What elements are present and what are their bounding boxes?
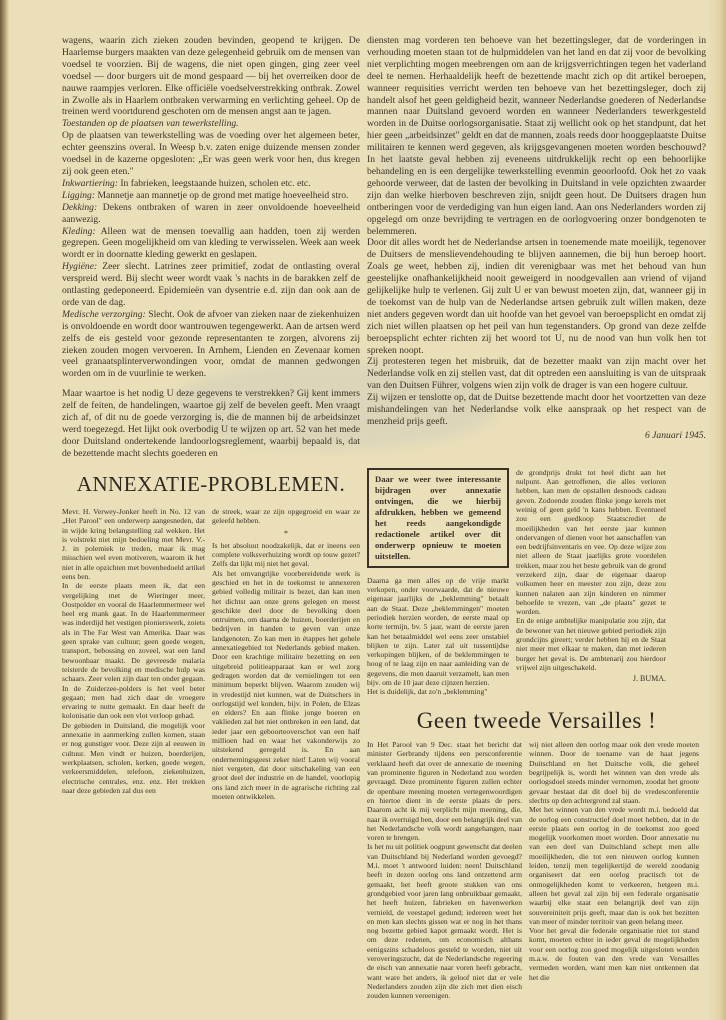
headline-versailles: Geen tweede Versailles !: [416, 707, 657, 733]
paragraph-text: Als het omvangrijke voorbereidende werk is geschied en het in de toekomst te annexeren gebied volledig militair is bezet, dan kan men het dichtst aan onze grens gelegen en meest geschikte deel door de bevolking doen ontruimen, om daarna de huizen, boerderijen en bedrijven in handen te geven van onze landgenoten. Zo kan men in étappes het gehele annexatiegebied tot Nederlands gebied maken. Door een krachtige militaire bezetting en een uitgebreid politieapparaat kan er wel zorg gedragen worden dat de vernielingen tot een minimum beperkt blijven. Waarom zouden wij in vredestijd niet kunnen, wat de Duitschers in oorlogstijd wel konden, bijv. in Polen, de Elzas en elders? En aan flinke jonge boeren en vaklieden zal het niet ontbreken in een land, dat ieder jaar een geboorteoverschot van een half millioen had en waar het vakonderwijs zo uitstekend geregeld is. En aan ondernemingsgeest zeker niet! Laten wij vooral niet vergeten, dat door uitschakeling van een groot deel der industrie en de handel, voorlopig ons land zich meer in de agrarische richting zal moeten ontwikkelen.: [212, 568, 360, 801]
article-top-right-block: [367, 35, 706, 441]
headline-annexatie: ANNEXATIE-PROBLEMEN.: [76, 471, 346, 496]
paragraph-text: Maar waartoe is het nodig U deze gegevens te verstrekken? Gij kent immers zelf de feiten, de handelingen, waartoe gij zelf de bevelen geeft. Men vraagt zich af, of dit nu de goede verzorging is, die de mannen bij de arbeidsinzet werd toegezegd. Het lijkt ook overbodig U te wijzen op art. 52 van het mede door Duitsland ondertekende landoorlogsreglement, waarbij bepaald is, dat de bezettende macht slechts goederen en: [62, 388, 360, 459]
article-date: 6 Januari 1945.: [644, 429, 706, 441]
paragraph-label: Dekking:: [62, 201, 98, 213]
top-section: [62, 35, 706, 460]
paragraph: [212, 541, 360, 569]
paragraph: [529, 805, 699, 926]
paragraph: [62, 130, 360, 178]
paragraph: [367, 687, 509, 696]
paragraph-text: In fabrieken, leegstaande huizen, scholen etc. etc.: [117, 177, 311, 189]
paragraph-text: Mannetje aan mannetje op de grond met matige hoeveelheid stro.: [95, 189, 349, 201]
article-top-left-column: [62, 35, 360, 460]
right-lower-block: [367, 468, 706, 1001]
paragraph-text: Voor het geval die federale organisatie niet tot stand komt, moeten echter in ieder geval de mogelijkheden voor een oorlog zoo goed mogelijk uitgesloten worden m.a.w. de fouten van den vrede van Versailles vermeden worden, want men kan niet ontkennen dat het die: [529, 926, 699, 982]
paragraph-text: Het is duidelijk, dat zo'n „beklemming": [367, 687, 488, 697]
article-top-right-column: [367, 35, 706, 428]
paragraph: [62, 178, 360, 190]
paragraph-text: Zeer slecht. Latrines zeer primitief, zodat de ontlasting overal verspreid werd. Bij slecht weer wordt vaak 's nachts in de barakken zelf de ontlasting gedeponeerd. Epidemieën van dysentrie e.d. zijn dan ook aan de orde van de dag.: [62, 261, 360, 308]
paragraph: [516, 616, 666, 672]
section-divider-star: *: [284, 528, 288, 538]
paragraph: [367, 576, 509, 688]
paragraph-text: Daarna ga men alles op de vrije markt verkopen, onder voorwaarde, dat de nieuwe eigenaar jaarlijks de „beklemming" betaalt aan de Staat. Deze „beklemmingen" moeten periodiek herzien worden, de eerste maal op korte termijn, bv. 5 jaar, want de eerste jaren kan het betaalmiddel wel eens zeer onstabiel blijken te zijn. Later zal uit tussentijdse verkopingen blijken, of de beklemmingen te hoog of te laag zijn en naar aanleiding van de gegevens, die men daaruit verzamelt, kan men bijv. om de 10 jaar deze cijnzen herzien.: [367, 575, 509, 687]
paragraph-text: In de eerste plaats meen ik, dat een vergelijking met de Wieringer meer, Oostpolder en vooral de Haarlemmermeer wel heel erg mank gaat. In de Haarlemmermeer was inderdijd het vestigen pionierswerk, zoiets als in The Far West van Amerika. Daar was geen sprake van cultuur; geen goede wegen, transport, bebossing en zoveel, wat een land bewoonbaar maakt. De gevreesde malaria teisterde de bevolking en medische hulp was schaars. Zeer velen zijn daar ten onder gegaan. In de Zuiderzee-polders is het veel beter gegaan; men had zich daar de vroegere ervaring te nutte gemaakt. En daar heeft de kolonisatie dan ook een vlot verloop gehad.: [62, 581, 205, 721]
paragraph: [62, 202, 360, 226]
paragraph: [367, 356, 706, 392]
paragraph-label: Medische verzorging:: [62, 308, 146, 320]
paragraph: [516, 468, 666, 617]
paragraph-text: Slecht. Ook de afvoer van zieken naar de ziekenhuizen is onvoldoende en wordt door wantrouwen tegengewerkt. Aan de artsen werd zelfs de eis gesteld voor gezonde representanten te zorgen, alvorens zij zieken zouden mogen vervoeren. In Arnhem, Lienden en Zevenaar komen veel granaatsplinterverwondingen voor, omdat de mannen gedwongen worden om in de vuurlinie te werken.: [62, 308, 360, 380]
paragraph-text: Is het absoluut noodzakelijk, dat er ineens een complete volksverhuizing wordt op touw gezet? Zelfs dat lijkt mij niet het geval.: [212, 540, 360, 569]
paragraph-text: de grondprijs drukt tot heel dicht aan het nulpunt. Aan getroffenen, die alles verloren hebben, kan men de opstallen desnoods cadeau geven. Zodoende zouden flinke jonge kerels met weinig of geen geld 'n kans hebben. Eventueel zou een goedkoop Staatscrediet de moeilijkheden van het eerste jaar kunnen ondervangen of dienen voor het aanschaffen van een bedrijfsinventaris en vee. Op deze wijze zou niet alleen de Staat jaarlijks grote voordelen trekken, maar zou het beste gebruik van de grond verzekerd zijn, daar de eigenaar daarop volkomen heer en meester zou zijn, deze zou kunnen nalaten aan zijn kinderen en nimmer behoefde te vrezen, van „de plaats" gezet te worden.: [516, 467, 666, 617]
paragraph: [367, 237, 706, 356]
annexatie-column-4: [516, 468, 666, 673]
paragraph-label: Kleding:: [62, 225, 96, 237]
paragraph-text: Alleen wat de mensen toevallig aan hadden, toen zij werden gegrepen. Geen mogelijkheid om van kleding te verwisselen. Week aan week wordt er in doornatte kleding gewerkt en geslapen.: [62, 225, 360, 261]
paragraph: [62, 118, 360, 130]
paragraph-text: de streek, waar ze zijn opgegroeid en waar ze geleefd hebben.: [212, 506, 360, 526]
paragraph: [62, 309, 360, 380]
annexatie-article: [62, 468, 360, 801]
paragraph-text: wij niet alleen den oorlog maar ook den vrede moeten winnen. Door de toename van de haat jegens Duitschland en het Duitsche volk, die geheel begrijpelijk is, wordt het winnen van den vrede als oorlogsdoel steeds minder vernomen, zoodat het groote gevaar bestaat dat dit doel bij de vredesconferentie slechts op den achtergrond zal staan.: [529, 740, 699, 805]
paragraph-text: Zij protesteren tegen het misbruik, dat de bezetter maakt van zijn macht over het Nederlandse volk en zij stellen vast, dat dit optreden een aansluiting is van de uitspraak van den Duitsen Führer, volgens wien zijn volk de drager is van een hogere cultuur.: [367, 356, 706, 392]
versailles-column-2: [529, 740, 699, 982]
paragraph: [367, 392, 706, 428]
paragraph-label: Inkwartiering:: [62, 177, 118, 189]
paragraph: [367, 35, 706, 237]
paragraph: [62, 226, 360, 262]
paragraph: [529, 740, 699, 805]
annexatie-column-2: [212, 507, 360, 801]
paragraph-text: Dekens ontbraken of waren in zeer onvoldoende hoeveelheid aanwezig.: [62, 201, 360, 225]
paragraph-label: Toestanden op de plaatsen van tewerkstelling.: [62, 118, 239, 130]
paragraph-label: Ligging:: [62, 189, 96, 201]
editorial-note-box: Daar we weer twee interessante bijdragen over annexatie ontvingen, die we hierbij afdrukken, hebben we gemeend het reeds aangekondigde redactionele artikel over dit onderwerp opnieuw te moeten uitstellen.: [367, 468, 509, 568]
paragraph: [529, 926, 699, 982]
paragraph: [367, 740, 522, 842]
paragraph: [62, 507, 205, 581]
paragraph-label: Hygiëne:: [62, 261, 98, 273]
paragraph: [212, 569, 360, 801]
paragraph-text: Door dit alles wordt het de Nederlandse artsen in toenemende mate moeilijk, tegenover de Duitsers de menslievendehouding te blijven aannemen, die bij hun beroep hoort. Zoals ge weet, hebben zij, indien dit verenigbaar was met het behoud van hun geestelijke onafhankelijkheid nooit geweigerd in noodgevallen aan vriend of vijand gelijkelijke hulp te verlenen. Gij zult U er van bewust moeten zijn, dat, wanneer gij in de toekomst van de hulp van de Nederlandse artsen gebruik zult willen maken, deze niet anders gegeven wordt dan uit hoofde van het gevoel van beroepsplicht en omdat zij zich niet willen plaatsen op het peil van hun tegenstanders. Op grond van deze zelfde beroepsplicht echter richten zij het woord tot U, nu de nood van hun volk hen tot spreken noopt.: [367, 237, 706, 356]
paragraph: [212, 507, 360, 526]
paragraph-text: De gebieden in Duitsland, die mogelijk voor annexatie in aanmerking zullen komen, staan er nog gunstiger voor. Deze zijn al eeuwen in cultuur. Men vindt er huizen, boerderijen, werkplaatsen, scholen, kerken, goede wegen, verkeersmiddelen, telefoon, ziekenhuizen, electrische centrales, enz. enz. Het trekken naar deze gebieden zal dus een: [62, 720, 205, 795]
paragraph-text: Is het nu uit politiek oogpunt gewenscht dat deelen van Duitschland bij Nederland worden gevoegd? M.i. moet 't antwoord luiden: neen! Duitschland heeft in dezen oorlog ons land ontzettend arm gemaakt, het heeft groote stukken van ons grondgebied voor jaren lang onbruikbaar gemaakt, het heeft huizen, fabrieken en havenwerken vernield, de veestapel gedund; iedereen weet het en men kan slechts gissen wat er nog in het thans nog bezette gebied kapot gemaakt wordt. Het is om deze redenen, om economisch althans eenigszins schadeloos gesteld te worden, niet uit veroveringszucht, dat de Nederlandsche regeering de eisch van annexatie naar voren heeft gebracht, want ware het anders, ik geloof niet dat er vele Nederlanders zouden zijn die zich met dien eisch zouden kunnen vereenigen.: [367, 842, 522, 1001]
paragraph-text: wagens, waarin zich zieken zouden bevinden, geopend te krijgen. De Haarlemse burgers maakten van deze gelegenheid gebruik om de mensen van voedsel te voorzien. Bij de wagens, die niet open gingen, ging zeer veel voedsel — door burgers uit de mond gespaard — bij het overreiken door de nauwe raampjes verloren. Elke officiële voedselverstrekking ontbrak. Zowel in Zwolle als in Haarlem ontbraken verwarming en verlichting geheel. Op de treinen werd voortdurend geschoten om de mensen angst aan te jagen.: [62, 35, 360, 118]
paragraph: [62, 261, 360, 309]
paragraph-text: Mevr. H. Verwey-Jonker heeft in No. 12 van „Het Parool" een onderwerp aangesneden, dat in wijde kring belangstelling zal wekken. Het is volstrekt niet mijn bedoeling met Mevr. V.-J. in polemiek te treden, maar ik mag misschien wel even motiveren, waarom ik het niet in alle opzichten met bovenbedoeld artikel eens ben.: [62, 506, 205, 581]
annexatie-column-1: [62, 507, 205, 795]
paragraph: [62, 388, 360, 459]
paragraph-text: Op de plaatsen van tewerkstelling was de voeding over het algemeen beter, echter geenszins overal. In Weesp b.v. zaten enige duizende mensen zonder voedsel in de kazerne opgesloten: „Er was geen werk voor hen, dus kregen zij ook geen eten.": [62, 130, 360, 177]
paragraph: [62, 190, 360, 202]
paragraph: [62, 581, 205, 720]
paragraph: [62, 721, 205, 795]
lower-section: [62, 468, 706, 1001]
paragraph-text: En de enige ambtelijke manipulatie zou zijn, dat de bewoner van het nieuwe gebied periodiek zijn grondcijns gireert; verder hebben hij en de Staat niet meer met elkaar te maken, dan met iederen burger het geval is. De ambtenarij zou hierdoor vrijwel zijn uitgeschakeld.: [516, 616, 666, 672]
paragraph: [62, 35, 360, 118]
paragraph-text: Zij wijzen er tenslotte op, dat de Duitse bezettende macht door het voortzetten van deze mishandelingen van het Nederlandse volk elke aanspraak op het respect van de menzheid prijs geeft.: [367, 392, 706, 427]
paragraph-text: Met het winnen van den vrede wordt m.i. bedoeld dat de oorlog een constructief doel moet hebben, dat in de eerste plaats een oorlog in de toekomst zoo goed mogelijk voorkomen moet worden. Door annexatie nu van een deel van Duitschland schept men alle moeilijkheden, die tot een nieuwen oorlog kunnen leiden, tenzij men tegelijkertijd de wereld zoodanig organiseert dat een oorlog practisch tot de onmogelijkheden komt te verkeeren, hetgeen m.i. alleen het geval zal zijn bij een federale organisatie waarbij elke staat een belangrijk deel van zijn souvereiniteit prijs geeft, maar dan is ook het bezitten van meer of minder territoir van geen belang meer.: [529, 805, 699, 926]
paragraph-text: In Het Parool van 9 Dec. staat het bericht dat minister Gerbrandy tijdens een persconferentie verklaard heeft dat over de annexatie de meening van prominente figuren in Nederland zou worden gevraagd. Deze prominente figuren zullen echter de openbare meening moeten vertegenwoordigen en hiertoe dient in de eerste plaats de pers. Daarom acht ik mij verplicht mijn meening, die, naar ik overtuigd ben, door een belangrijk deel van het Nederlandsche volk wordt aangehangen, naar voren te brengen.: [367, 740, 522, 843]
paragraph: [367, 842, 522, 1000]
paragraph-text: diensten mag vorderen ten behoeve van het bezettingsleger, dat de vorderingen in verhouding moeten staan tot de hulpmiddelen van het land en dat zij voor de bevolking niet verplichting mogen meebrengen om aan de krijgsverrichtingen tegen het vaderland deel te nemen. Herhaaldelijk heeft de bezettende macht zich op dit artikel beroepen, wanneer requisities verricht werden ten behoeve van het bezettingsleger, doch zij handelt alsof het geen geldigheid bezit, wanneer Nederlandse goederen of Nederlandse mannen naar Duitsland gevoerd worden en wanneer Nederlanders tewerkgesteld worden in de Duitse oorlogsorganisatie. Staat zij wellicht ook op het standpunt, dat het hier geen „arbeidsinzet" geldt en dat de mannen, zoals reeds door hooggeplaatste Duitse militairen te kennen werd gegeven, als krijgsgevangenen moeten worden beschouwd? In het laatste geval hebben zij eveneens uitdrukkelijk recht op een behoorlijke behandeling en is een dergelijke tewerkstelling evenmin geoorloofd. Ook het zo vaak gehoorde verweer, dat de lasten der bevolking in Duitsland in vele opzichten zwaarder zijn dan welke hierboven beschreven zijn, snijdt geen hout. De Duitsers dragen hun ontberingen voor de verdediging van hun eigen land. Aan ons Nederlanders worden zij opgelegd om onze bevrijding te vertragen en de oorlogvoering onzer bondgenoten te belemmeren.: [367, 35, 706, 237]
author-signature: J. BUMA.: [632, 674, 666, 684]
annexatie-column-3: [367, 576, 509, 697]
versailles-column-1: [367, 740, 522, 1000]
paragraph: [62, 380, 360, 388]
